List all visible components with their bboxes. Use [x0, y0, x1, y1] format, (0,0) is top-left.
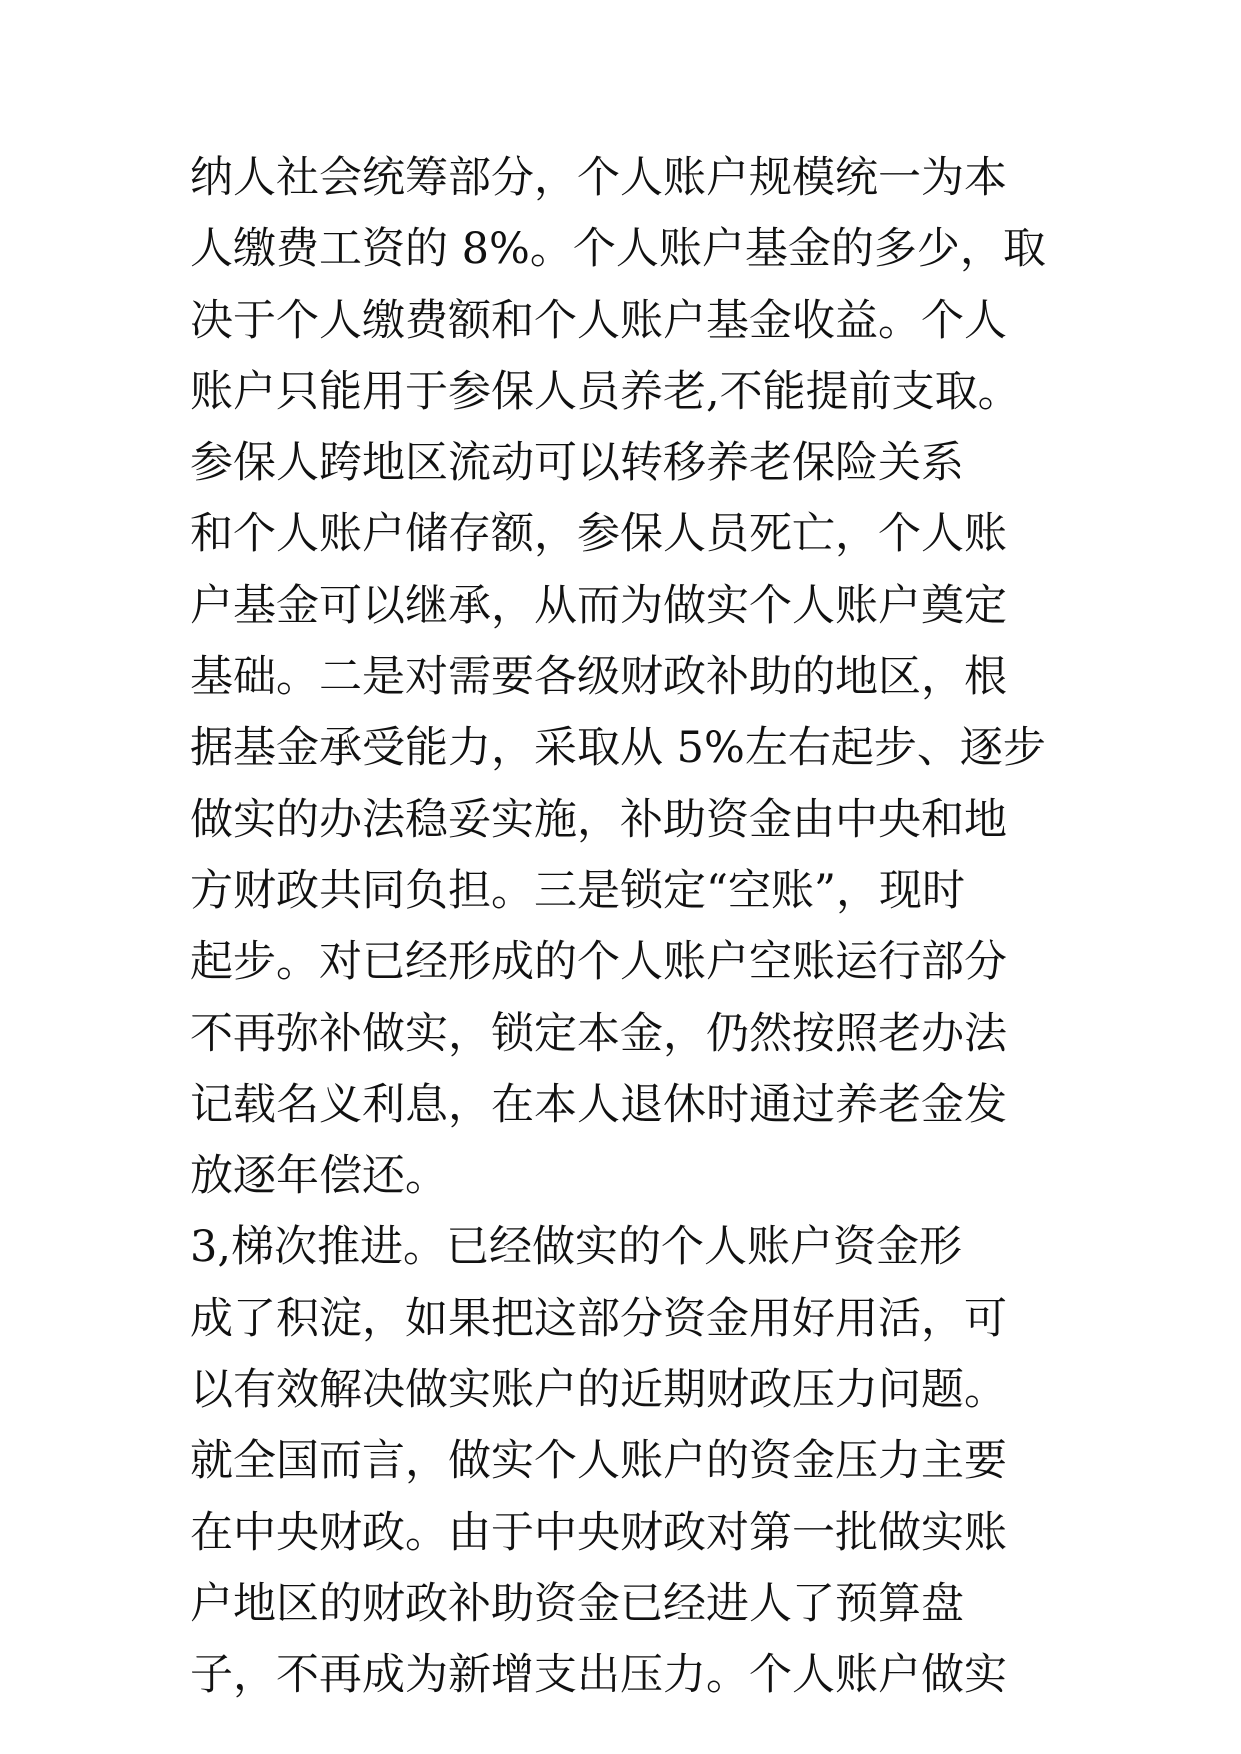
text-line: 账户只能用于参保人员养老,不能提前支取。	[190, 366, 1021, 417]
text-line: 做实的办法稳妥实施，补助资金由中央和地	[190, 794, 1007, 845]
text-line: 不再弥补做实，锁定本金，仍然按照老办法	[190, 1008, 1007, 1059]
text-line: 决于个人缴费额和个人账户基金收益。个人	[190, 295, 1007, 346]
text-line: 方财政共同负担。三是锁定“空账”，现时	[190, 865, 965, 916]
text-line: 户地区的财政补助资金已经进人了预算盘	[190, 1578, 964, 1629]
text-line: 成了积淀，如果把这部分资金用好用活，可	[190, 1293, 1007, 1344]
text-line: 3,梯次推进。已经做实的个人账户资金形	[190, 1222, 963, 1273]
text-line: 放逐年偿还。	[190, 1151, 448, 1202]
text-line: 以有效解决做实账户的近期财政压力问题。	[190, 1365, 1007, 1416]
text-line: 据基金承受能力，采取从 5%左右起步、逐步	[190, 723, 1046, 774]
text-line: 在中央财政。由于中央财政对第一批做实账	[190, 1507, 1007, 1558]
text-line: 子，不再成为新增支出压力。个人账户做实	[190, 1650, 1007, 1701]
text-line: 和个人账户储存额，参保人员死亡，个人账	[190, 509, 1007, 560]
body-text	[190, 143, 1090, 1712]
text-line: 基础。二是对需要各级财政补助的地区，根	[190, 652, 1007, 703]
text-line: 就全国而言，做实个人账户的资金压力主要	[190, 1436, 1007, 1487]
text-line: 记载名义利息，在本人退休时通过养老金发	[190, 1079, 1007, 1130]
text-line: 户基金可以继承，从而为做实个人账户奠定	[190, 580, 1007, 631]
text-line: 起步。对已经形成的个人账户空账运行部分	[190, 937, 1007, 988]
text-line: 人缴费工资的 8%。个人账户基金的多少，取	[190, 224, 1046, 275]
text-line: 纳人社会统筹部分，个人账户规模统一为本	[190, 153, 1007, 203]
text-line: 参保人跨地区流动可以转移养老保险关系	[190, 438, 964, 489]
